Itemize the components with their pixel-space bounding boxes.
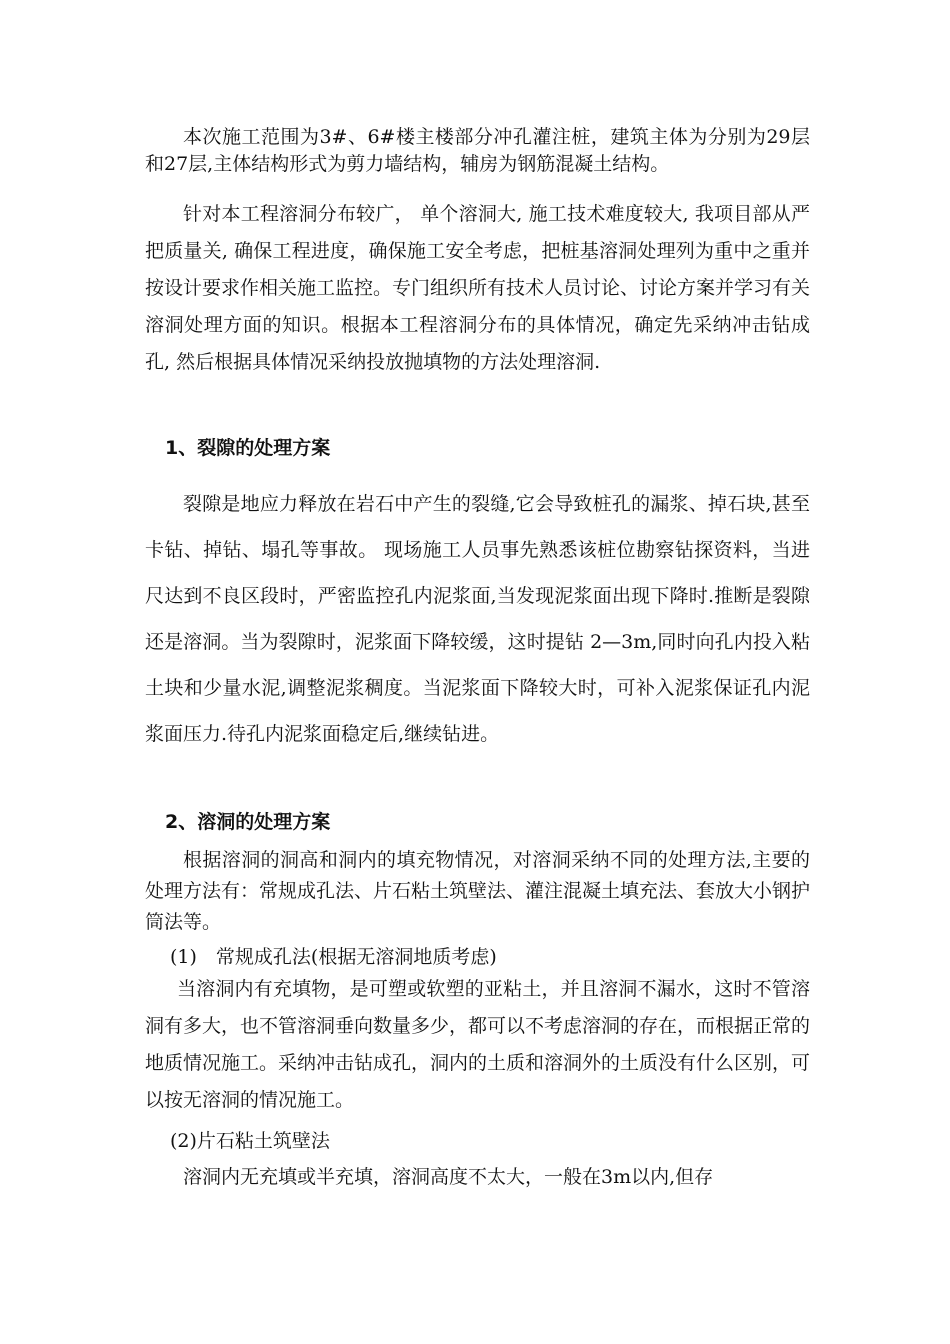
paragraph-karst-overview: 针对本工程溶洞分布较广， 单个溶洞大, 施工技术难度较大, 我项目部从严把质量关, 确保工程进度，确保施工安全考虑，把桩基溶洞处理列为重中之重并按设计要求作相关施工监控。专门组织所有技术人员讨论、讨论方案并学习有关溶洞处理方面的知识。根据本工程溶洞分布的具体情况，确定先采纳冲击钻成孔, 然后根据具体情况采纳投放抛填物的方法处理溶洞. — [145, 203, 811, 373]
paragraph-construction-scope: 本次施工范围为3#、6#楼主楼部分冲孔灌注桩，建筑主体为分别为29层和27层,主体结构形式为剪力墙结构，辅房为钢筋混凝土结构。 — [145, 126, 810, 175]
heading-fissure-treatment: 1、裂隙的处理方案 — [165, 437, 331, 459]
heading-karst-treatment: 2、溶洞的处理方案 — [165, 811, 331, 833]
paragraph-fissure-treatment: 裂隙是地应力释放在岩石中产生的裂缝,它会导致桩孔的漏浆、掉石块,甚至卡钻、掉钻、塌孔等事故。 现场施工人员事先熟悉该桩位勘察钻探资料，当进尺达到不良区段时，严密监控孔内泥浆面,当发现泥浆面出现下降时.推断是裂隙还是溶洞。当为裂隙时，泥浆面下降较缓，这时提钻 2—3m,同时向孔内投入粘土块和少量水泥,调整泥浆稠度。当泥浆面下降较大时，可补入泥浆保证孔内泥浆面压力.待孔内泥浆面稳定后,继续钻进。 — [145, 493, 810, 745]
paragraph-stone-clay-method: 溶洞内无充填或半充填，溶洞高度不太大，一般在3m以内,但存 — [183, 1166, 714, 1188]
subheading-conventional-method: (1) 常规成孔法(根据无溶洞地质考虑) — [170, 946, 497, 968]
paragraph-karst-methods: 根据溶洞的洞高和洞内的填充物情况，对溶洞采纳不同的处理方法,主要的处理方法有：常规成孔法、片石粘土筑壁法、灌注混凝土填充法、套放大小钢护筒法等。 — [145, 849, 811, 933]
subheading-stone-clay-method: (2)片石粘土筑壁法 — [170, 1130, 330, 1152]
paragraph-conventional-method: 当溶洞内有充填物，是可塑或软塑的亚粘土，并且溶洞不漏水，这时不管溶洞有多大，也不管溶洞垂向数量多少，都可以不考虑溶洞的存在，而根据正常的地质情况施工。采纳冲击钻成孔，洞内的土质和溶洞外的土质没有什么区别，可以按无溶洞的情况施工。 — [145, 978, 811, 1111]
